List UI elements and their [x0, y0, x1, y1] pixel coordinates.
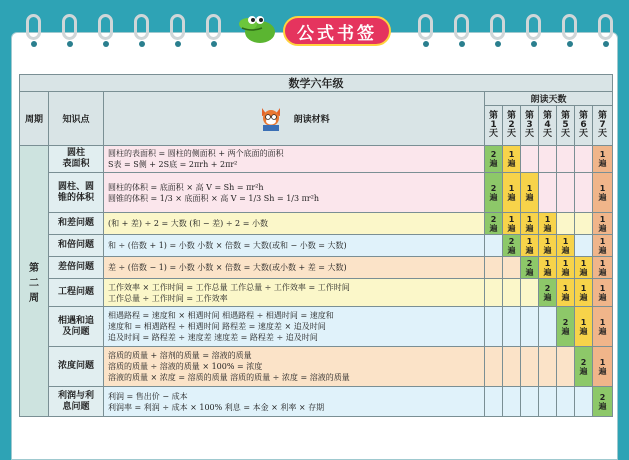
material-header — [104, 92, 485, 146]
topic-cell: 和差问题 — [49, 213, 104, 235]
day-mark: 1 遍 — [539, 235, 557, 257]
day-mark — [539, 347, 557, 387]
day-mark: 1 遍 — [593, 173, 613, 213]
day-mark — [575, 235, 593, 257]
ring — [26, 14, 41, 40]
day-header: 第 1 天 — [485, 106, 503, 146]
table-row — [20, 235, 613, 257]
formula-content: 溶质的质量 + 溶剂的质量 = 溶液的质量 溶质的质量 ÷ 溶液的质量 × 100% = 浓度 溶液的质量 × 浓度 = 溶质的质量 溶质的质量 ÷ 浓度 = 溶液的质量 — [104, 347, 485, 387]
formula-content: 利润 = 售出价 − 成本 利润率 = 利润 ÷ 成本 × 100% 利息 = 本金 × 利率 × 存期 — [104, 387, 485, 417]
day-mark — [539, 173, 557, 213]
banner-title: 公式书签 — [283, 16, 391, 46]
day-mark: 1 遍 — [539, 257, 557, 279]
day-mark: 2 遍 — [593, 387, 613, 417]
topic-cell: 圆柱 表面积 — [49, 146, 104, 173]
ring — [562, 14, 577, 40]
day-mark: 2 遍 — [485, 146, 503, 173]
day-mark: 1 遍 — [503, 213, 521, 235]
formula-content: 工作效率 × 工作时间 = 工作总量 工作总量 ÷ 工作效率 = 工作时间 工作总量 ÷ 工作时间 = 工作效率 — [104, 279, 485, 307]
topic-header: 知识点 — [49, 92, 104, 146]
table-row — [20, 257, 613, 279]
period-header: 周期 — [20, 92, 49, 146]
day-mark: 1 遍 — [539, 213, 557, 235]
day-mark: 1 遍 — [503, 146, 521, 173]
table-row — [20, 347, 613, 387]
day-mark — [557, 387, 575, 417]
day-mark — [539, 307, 557, 347]
day-mark — [521, 279, 539, 307]
ring — [170, 14, 185, 40]
day-mark: 1 遍 — [593, 146, 613, 173]
day-mark — [557, 347, 575, 387]
day-mark: 1 遍 — [557, 235, 575, 257]
ring — [98, 14, 113, 40]
day-mark — [503, 347, 521, 387]
day-mark: 1 遍 — [575, 307, 593, 347]
day-mark: 2 遍 — [575, 347, 593, 387]
day-mark — [485, 279, 503, 307]
table-row — [20, 146, 613, 173]
day-mark — [539, 146, 557, 173]
topic-cell: 浓度问题 — [49, 347, 104, 387]
days-header: 朗读天数 — [485, 92, 613, 106]
table-row — [20, 387, 613, 417]
day-mark — [557, 146, 575, 173]
period-cell: 第 二 周 — [20, 146, 49, 417]
topic-cell: 圆柱、圆 锥的体积 — [49, 173, 104, 213]
day-mark: 1 遍 — [503, 173, 521, 213]
table-row — [20, 307, 613, 347]
day-mark — [521, 347, 539, 387]
topic-cell: 相遇和追 及问题 — [49, 307, 104, 347]
day-mark: 1 遍 — [593, 213, 613, 235]
day-mark — [485, 307, 503, 347]
ring — [490, 14, 505, 40]
day-mark: 1 遍 — [593, 347, 613, 387]
grade-title: 数学六年级 — [20, 75, 613, 92]
day-mark: 2 遍 — [503, 235, 521, 257]
ring — [62, 14, 77, 40]
day-mark — [557, 173, 575, 213]
formula-content: 圆柱的表面积 = 圆柱的侧面积 + 两个底面的面积 S表 = S侧 + 2S底 = 2πrh + 2πr² — [104, 146, 485, 173]
day-mark — [485, 257, 503, 279]
topic-cell: 利润与利 息问题 — [49, 387, 104, 417]
day-header: 第 3 天 — [521, 106, 539, 146]
day-mark — [503, 279, 521, 307]
day-mark — [503, 387, 521, 417]
day-mark: 1 遍 — [557, 279, 575, 307]
formula-table — [19, 74, 613, 417]
day-mark — [485, 235, 503, 257]
day-mark: 1 遍 — [593, 307, 613, 347]
day-mark: 1 遍 — [521, 235, 539, 257]
day-mark: 1 遍 — [557, 257, 575, 279]
formula-content: 圆柱的体积 = 底面积 × 高 V = Sh = πr²h 圆锥的体积 = 1/3 × 底面积 × 高 V = 1/3 Sh = 1/3 πr²h — [104, 173, 485, 213]
day-mark: 1 遍 — [521, 173, 539, 213]
day-mark: 2 遍 — [557, 307, 575, 347]
day-mark: 2 遍 — [521, 257, 539, 279]
day-mark: 2 遍 — [485, 173, 503, 213]
day-mark — [521, 387, 539, 417]
formula-content: 相遇路程 = 速度和 × 相遇时间 相遇路程 ÷ 相遇时间 = 速度和 速度和 = 相遇路程 ÷ 相遇时间 路程差 = 速度差 × 追及时间 追及时间 = 路程差 ÷ 速度差 速度差 = 路程差 ÷ 追及时间 — [104, 307, 485, 347]
day-mark — [503, 257, 521, 279]
topic-cell: 差倍问题 — [49, 257, 104, 279]
day-mark: 1 遍 — [593, 279, 613, 307]
day-mark — [575, 213, 593, 235]
day-mark — [557, 213, 575, 235]
day-header: 第 6 天 — [575, 106, 593, 146]
table-row — [20, 173, 613, 213]
fox-reading-icon — [258, 106, 284, 132]
topic-cell: 工程问题 — [49, 279, 104, 307]
day-mark — [575, 146, 593, 173]
day-mark: 2 遍 — [539, 279, 557, 307]
formula-content: 和 ÷ (倍数 + 1) = 小数 小数 × 倍数 = 大数(或和 − 小数 = 大数) — [104, 235, 485, 257]
day-header: 第 7 天 — [593, 106, 613, 146]
topic-cell: 和倍问题 — [49, 235, 104, 257]
day-mark — [539, 387, 557, 417]
day-mark: 1 遍 — [575, 279, 593, 307]
day-mark — [485, 347, 503, 387]
ring — [598, 14, 613, 40]
day-mark: 1 遍 — [575, 257, 593, 279]
day-header: 第 2 天 — [503, 106, 521, 146]
ring — [134, 14, 149, 40]
ring — [526, 14, 541, 40]
day-mark — [503, 307, 521, 347]
ring — [454, 14, 469, 40]
day-mark: 1 遍 — [593, 257, 613, 279]
crocodile-mascot-icon — [238, 12, 278, 46]
day-mark: 2 遍 — [485, 213, 503, 235]
ring — [418, 14, 433, 40]
material-header-label: 朗读材料 — [293, 115, 330, 125]
table-row — [20, 213, 613, 235]
ring — [206, 14, 221, 40]
day-header: 第 5 天 — [557, 106, 575, 146]
formula-content: 差 ÷ (倍数 − 1) = 小数 小数 × 倍数 = 大数(或小数 + 差 = 大数) — [104, 257, 485, 279]
day-mark — [485, 387, 503, 417]
day-mark: 1 遍 — [521, 213, 539, 235]
day-mark: 1 遍 — [593, 235, 613, 257]
formula-content: (和 + 差) ÷ 2 = 大数 (和 − 差) ÷ 2 = 小数 — [104, 213, 485, 235]
day-mark — [521, 146, 539, 173]
day-mark — [521, 307, 539, 347]
day-mark — [575, 173, 593, 213]
table-row — [20, 279, 613, 307]
day-mark — [575, 387, 593, 417]
day-header: 第 4 天 — [539, 106, 557, 146]
